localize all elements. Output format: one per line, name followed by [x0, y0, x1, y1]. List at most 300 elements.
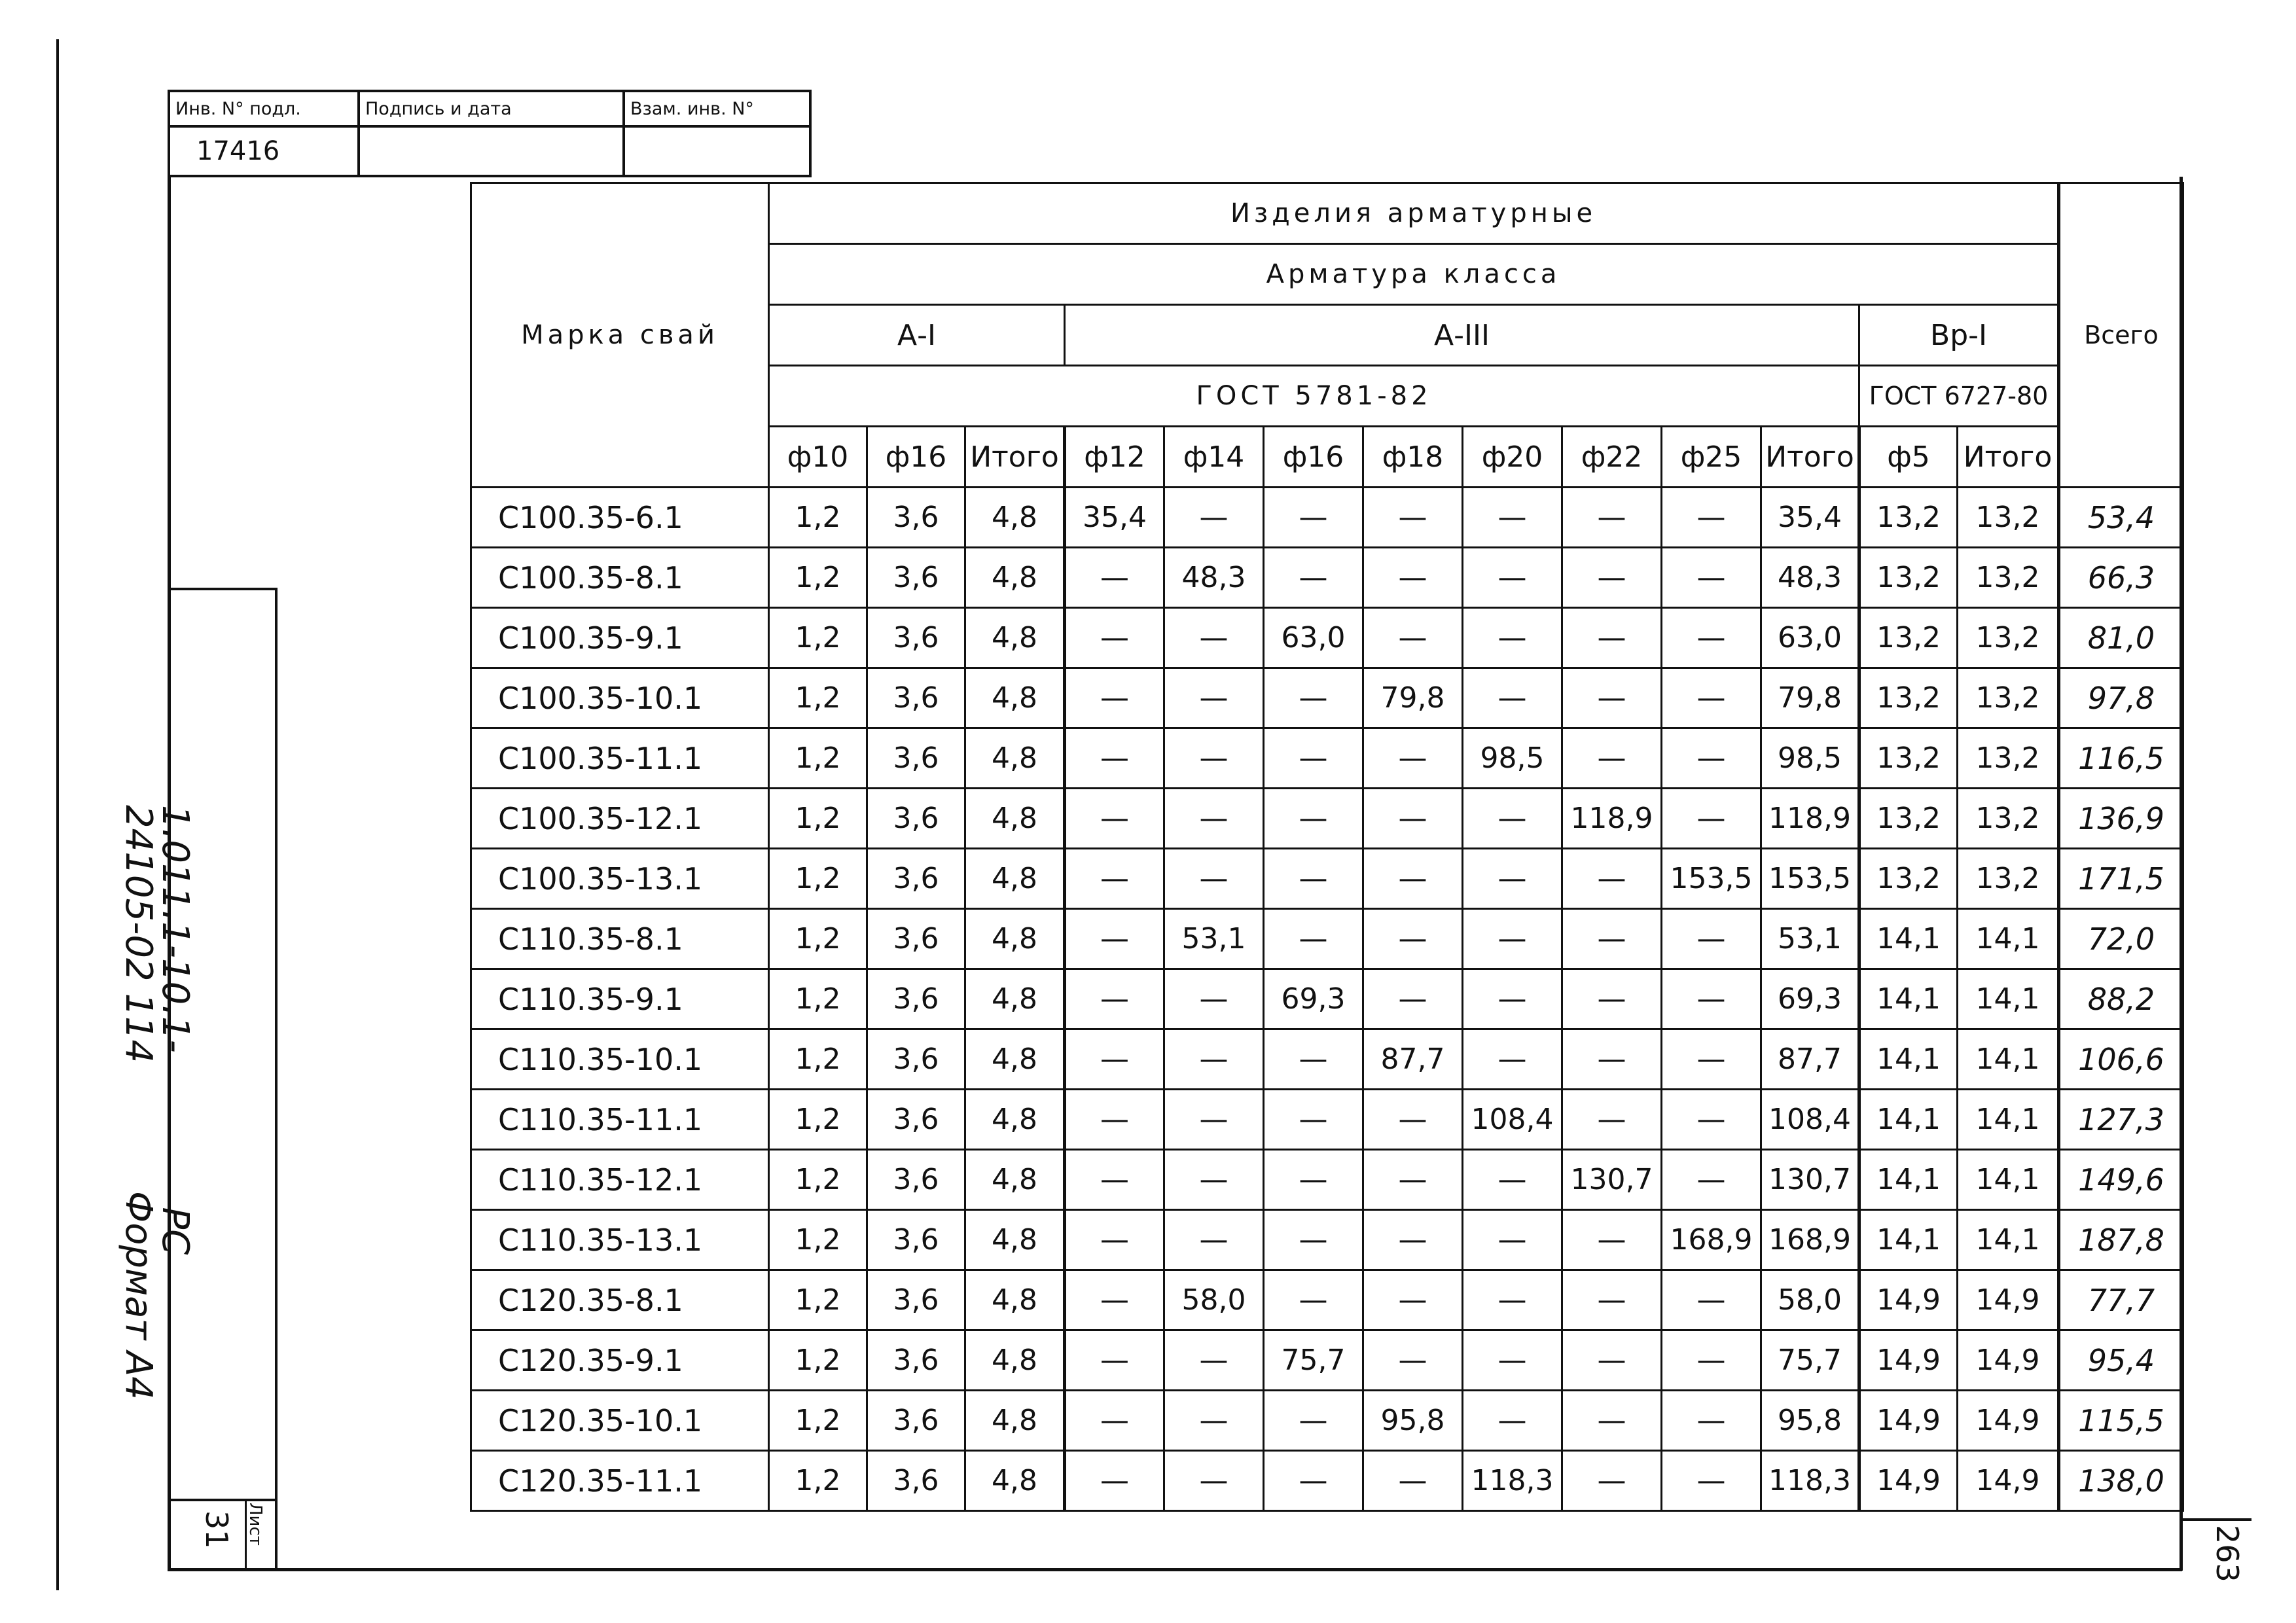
- table-row: [471, 789, 2183, 849]
- value-cell: —: [1363, 608, 1463, 668]
- value-cell: —: [1562, 1330, 1662, 1391]
- value-cell: —: [1662, 1330, 1761, 1391]
- value-cell: 95,8: [1761, 1391, 1859, 1451]
- value-cell: 48,3: [1164, 548, 1264, 608]
- value-cell: —: [1065, 1270, 1164, 1330]
- value-cell: 3,6: [867, 668, 965, 728]
- pile-mark-cell: С100.35-8.1: [471, 548, 769, 608]
- value-cell: 4,8: [965, 1029, 1065, 1090]
- side-sheet-number: 31: [199, 1510, 234, 1549]
- value-cell: 108,4: [1463, 1090, 1562, 1150]
- value-cell: 48,3: [1761, 548, 1859, 608]
- value-cell: 3,6: [867, 789, 965, 849]
- value-cell: 168,9: [1662, 1210, 1761, 1270]
- page-number-rule: [2179, 1518, 2251, 1521]
- value-cell: —: [1264, 1391, 1363, 1451]
- value-cell: 14,1: [1859, 1210, 1958, 1270]
- total-cell: 95,4: [2059, 1330, 2183, 1391]
- value-cell: —: [1164, 789, 1264, 849]
- value-cell: —: [1065, 608, 1164, 668]
- value-cell: 1,2: [769, 969, 867, 1029]
- value-cell: —: [1662, 1090, 1761, 1150]
- pile-mark-cell: С100.35-11.1: [471, 728, 769, 789]
- reinforcement-table: [470, 182, 2184, 1512]
- value-cell: 4,8: [965, 668, 1065, 728]
- value-cell: —: [1463, 488, 1562, 548]
- value-cell: —: [1264, 1210, 1363, 1270]
- value-cell: —: [1065, 1451, 1164, 1511]
- pile-mark-cell: С110.35-13.1: [471, 1210, 769, 1270]
- value-cell: —: [1363, 1210, 1463, 1270]
- value-cell: 13,2: [1859, 548, 1958, 608]
- pile-mark-cell: С100.35-6.1: [471, 488, 769, 548]
- value-cell: 4,8: [965, 1150, 1065, 1210]
- value-cell: 3,6: [867, 728, 965, 789]
- value-cell: 3,6: [867, 1150, 965, 1210]
- value-cell: —: [1463, 1391, 1562, 1451]
- value-cell: 3,6: [867, 1391, 965, 1451]
- value-cell: 3,6: [867, 608, 965, 668]
- value-cell: —: [1463, 1330, 1562, 1391]
- value-cell: 13,2: [1859, 488, 1958, 548]
- value-cell: 14,9: [1958, 1270, 2059, 1330]
- gost-5781-header: ГОСТ 5781-82: [769, 366, 1859, 427]
- value-cell: 14,9: [1958, 1330, 2059, 1391]
- value-cell: —: [1363, 1150, 1463, 1210]
- diameter-header: ф20: [1463, 427, 1562, 488]
- value-cell: —: [1164, 728, 1264, 789]
- value-cell: —: [1363, 849, 1463, 909]
- value-cell: —: [1164, 668, 1264, 728]
- total-cell: 138,0: [2059, 1451, 2183, 1511]
- value-cell: 118,3: [1761, 1451, 1859, 1511]
- value-cell: 4,8: [965, 488, 1065, 548]
- table-row: [471, 608, 2183, 668]
- pile-mark-cell: С100.35-9.1: [471, 608, 769, 668]
- pile-mark-cell: С100.35-10.1: [471, 668, 769, 728]
- value-cell: 1,2: [769, 488, 867, 548]
- value-cell: 3,6: [867, 969, 965, 1029]
- diameter-header: ф5: [1859, 427, 1958, 488]
- pile-mark-cell: С110.35-11.1: [471, 1090, 769, 1150]
- value-cell: 14,1: [1859, 1090, 1958, 1150]
- value-cell: —: [1463, 969, 1562, 1029]
- value-cell: 35,4: [1761, 488, 1859, 548]
- value-cell: —: [1065, 1210, 1164, 1270]
- value-cell: —: [1363, 488, 1463, 548]
- value-cell: —: [1463, 548, 1562, 608]
- value-cell: 87,7: [1363, 1029, 1463, 1090]
- value-cell: —: [1662, 1391, 1761, 1451]
- value-cell: —: [1662, 728, 1761, 789]
- value-cell: 4,8: [965, 728, 1065, 789]
- value-cell: —: [1463, 849, 1562, 909]
- value-cell: 79,8: [1363, 668, 1463, 728]
- value-cell: 1,2: [769, 1451, 867, 1511]
- pile-mark-cell: С100.35-12.1: [471, 789, 769, 849]
- diameter-header: ф22: [1562, 427, 1662, 488]
- side-doc-code-text: 1.011.1-10.1-: [154, 805, 196, 1053]
- value-cell: 130,7: [1761, 1150, 1859, 1210]
- stamp-inv-value: 17416: [169, 126, 359, 176]
- value-cell: —: [1264, 1270, 1363, 1330]
- value-cell: —: [1562, 668, 1662, 728]
- value-cell: 4,8: [965, 849, 1065, 909]
- value-cell: —: [1065, 1391, 1164, 1451]
- total-cell: 88,2: [2059, 969, 2183, 1029]
- value-cell: —: [1662, 548, 1761, 608]
- stamp-signature-value: [359, 126, 624, 176]
- side-strip-top: [168, 588, 278, 590]
- value-cell: —: [1363, 969, 1463, 1029]
- value-cell: 14,1: [1859, 909, 1958, 969]
- value-cell: 13,2: [1859, 668, 1958, 728]
- value-cell: 69,3: [1264, 969, 1363, 1029]
- value-cell: 35,4: [1065, 488, 1164, 548]
- value-cell: 1,2: [769, 548, 867, 608]
- pile-mark-cell: С100.35-13.1: [471, 849, 769, 909]
- value-cell: 153,5: [1761, 849, 1859, 909]
- value-cell: 13,2: [1958, 488, 2059, 548]
- value-cell: 3,6: [867, 488, 965, 548]
- side-archive-number: 24105-02 114: [117, 805, 160, 1063]
- value-cell: —: [1065, 969, 1164, 1029]
- value-cell: —: [1463, 1029, 1562, 1090]
- value-cell: 4,8: [965, 1270, 1065, 1330]
- value-cell: 4,8: [965, 1391, 1065, 1451]
- total-cell: 66,3: [2059, 548, 2183, 608]
- value-cell: —: [1164, 1451, 1264, 1511]
- products-header: Изделия арматурные: [769, 183, 2059, 244]
- value-cell: 53,1: [1164, 909, 1264, 969]
- value-cell: —: [1463, 608, 1562, 668]
- total-cell: 149,6: [2059, 1150, 2183, 1210]
- pile-mark-cell: С110.35-8.1: [471, 909, 769, 969]
- value-cell: 14,1: [1859, 969, 1958, 1029]
- value-cell: 98,5: [1761, 728, 1859, 789]
- value-cell: 13,2: [1859, 608, 1958, 668]
- value-cell: —: [1164, 1090, 1264, 1150]
- table-row: [471, 849, 2183, 909]
- table-row: [471, 1391, 2183, 1451]
- left-margin-line: [56, 39, 59, 1590]
- value-cell: —: [1463, 1210, 1562, 1270]
- value-cell: —: [1662, 1270, 1761, 1330]
- value-cell: —: [1363, 1330, 1463, 1391]
- value-cell: —: [1662, 969, 1761, 1029]
- value-cell: —: [1562, 969, 1662, 1029]
- value-cell: —: [1264, 1150, 1363, 1210]
- value-cell: —: [1164, 849, 1264, 909]
- total-header: Всего: [2059, 183, 2183, 488]
- diameter-header: ф10: [769, 427, 867, 488]
- diameter-header: ф14: [1164, 427, 1264, 488]
- value-cell: —: [1264, 849, 1363, 909]
- table-body: [471, 488, 2183, 1511]
- value-cell: 98,5: [1463, 728, 1562, 789]
- value-cell: —: [1264, 548, 1363, 608]
- table-row: [471, 969, 2183, 1029]
- stamp-replace-value: [624, 126, 810, 176]
- value-cell: 14,9: [1859, 1391, 1958, 1451]
- pile-mark-cell: С120.35-8.1: [471, 1270, 769, 1330]
- value-cell: —: [1463, 668, 1562, 728]
- value-cell: 3,6: [867, 1090, 965, 1150]
- value-cell: 1,2: [769, 1029, 867, 1090]
- diameter-header: Итого: [1958, 427, 2059, 488]
- value-cell: —: [1065, 909, 1164, 969]
- value-cell: 1,2: [769, 668, 867, 728]
- value-cell: 3,6: [867, 849, 965, 909]
- value-cell: 95,8: [1363, 1391, 1463, 1451]
- value-cell: —: [1363, 1090, 1463, 1150]
- value-cell: 14,9: [1859, 1270, 1958, 1330]
- value-cell: —: [1264, 1090, 1363, 1150]
- value-cell: —: [1662, 909, 1761, 969]
- stamp-replace-header: Взам. инв. N°: [624, 91, 810, 126]
- value-cell: —: [1562, 548, 1662, 608]
- value-cell: 1,2: [769, 909, 867, 969]
- value-cell: 75,7: [1761, 1330, 1859, 1391]
- value-cell: 4,8: [965, 1330, 1065, 1391]
- table-row: [471, 909, 2183, 969]
- diameter-header: Итого: [1761, 427, 1859, 488]
- value-cell: —: [1562, 488, 1662, 548]
- value-cell: 3,6: [867, 548, 965, 608]
- value-cell: 1,2: [769, 1150, 867, 1210]
- value-cell: 168,9: [1761, 1210, 1859, 1270]
- value-cell: 69,3: [1761, 969, 1859, 1029]
- value-cell: 13,2: [1859, 849, 1958, 909]
- value-cell: —: [1065, 849, 1164, 909]
- value-cell: 14,1: [1859, 1150, 1958, 1210]
- value-cell: —: [1363, 548, 1463, 608]
- value-cell: 14,1: [1958, 1029, 2059, 1090]
- value-cell: —: [1065, 668, 1164, 728]
- value-cell: —: [1264, 909, 1363, 969]
- value-cell: 118,3: [1463, 1451, 1562, 1511]
- value-cell: —: [1065, 1150, 1164, 1210]
- value-cell: —: [1164, 1330, 1264, 1391]
- class-a3-header: А-III: [1065, 305, 1859, 366]
- value-cell: —: [1164, 1029, 1264, 1090]
- table-row: [471, 488, 2183, 548]
- value-cell: 13,2: [1859, 789, 1958, 849]
- value-cell: 3,6: [867, 909, 965, 969]
- pile-mark-cell: С110.35-9.1: [471, 969, 769, 1029]
- value-cell: —: [1164, 1391, 1264, 1451]
- approval-stamp: [168, 90, 812, 177]
- side-strip-sheet-top: [168, 1499, 278, 1501]
- value-cell: 1,2: [769, 1090, 867, 1150]
- value-cell: 14,1: [1859, 1029, 1958, 1090]
- side-strip-right: [275, 588, 278, 1569]
- value-cell: 3,6: [867, 1270, 965, 1330]
- diameter-header: ф25: [1662, 427, 1761, 488]
- value-cell: 3,6: [867, 1451, 965, 1511]
- value-cell: 4,8: [965, 969, 1065, 1029]
- value-cell: —: [1264, 1451, 1363, 1511]
- value-cell: —: [1662, 1150, 1761, 1210]
- pile-mark-header: Марка свай: [471, 183, 769, 488]
- value-cell: —: [1065, 548, 1164, 608]
- value-cell: 1,2: [769, 608, 867, 668]
- value-cell: —: [1264, 488, 1363, 548]
- diameter-header: ф12: [1065, 427, 1164, 488]
- value-cell: —: [1264, 728, 1363, 789]
- value-cell: 4,8: [965, 1210, 1065, 1270]
- value-cell: 79,8: [1761, 668, 1859, 728]
- value-cell: —: [1463, 789, 1562, 849]
- value-cell: —: [1164, 488, 1264, 548]
- value-cell: —: [1562, 909, 1662, 969]
- value-cell: 4,8: [965, 1090, 1065, 1150]
- page-number: 263: [2210, 1525, 2245, 1582]
- value-cell: —: [1065, 728, 1164, 789]
- pile-mark-cell: С110.35-12.1: [471, 1150, 769, 1210]
- class-a1-header: А-I: [769, 305, 1065, 366]
- diameter-header: ф16: [1264, 427, 1363, 488]
- value-cell: —: [1264, 1029, 1363, 1090]
- stamp-inv-header: Инв. N° подл.: [169, 91, 359, 126]
- value-cell: 13,2: [1958, 789, 2059, 849]
- side-format: Формат А4: [117, 1191, 160, 1400]
- value-cell: —: [1363, 728, 1463, 789]
- value-cell: 63,0: [1264, 608, 1363, 668]
- value-cell: 63,0: [1761, 608, 1859, 668]
- value-cell: 153,5: [1662, 849, 1761, 909]
- stamp-signature-header: Подпись и дата: [359, 91, 624, 126]
- value-cell: —: [1662, 488, 1761, 548]
- value-cell: 108,4: [1761, 1090, 1859, 1150]
- value-cell: —: [1065, 789, 1164, 849]
- pile-mark-cell: С120.35-10.1: [471, 1391, 769, 1451]
- total-cell: 187,8: [2059, 1210, 2183, 1270]
- value-cell: —: [1065, 1330, 1164, 1391]
- value-cell: —: [1164, 1150, 1264, 1210]
- value-cell: 118,9: [1562, 789, 1662, 849]
- value-cell: —: [1164, 969, 1264, 1029]
- value-cell: 1,2: [769, 1210, 867, 1270]
- value-cell: —: [1562, 1029, 1662, 1090]
- pile-mark-cell: С110.35-10.1: [471, 1029, 769, 1090]
- value-cell: 14,9: [1859, 1451, 1958, 1511]
- value-cell: —: [1562, 849, 1662, 909]
- pile-mark-cell: С120.35-9.1: [471, 1330, 769, 1391]
- value-cell: 4,8: [965, 548, 1065, 608]
- value-cell: —: [1562, 1210, 1662, 1270]
- value-cell: 13,2: [1958, 668, 2059, 728]
- gost-6727-header: ГОСТ 6727-80: [1859, 366, 2059, 427]
- value-cell: —: [1065, 1090, 1164, 1150]
- value-cell: —: [1662, 1029, 1761, 1090]
- table-row: [471, 1150, 2183, 1210]
- value-cell: —: [1363, 1270, 1463, 1330]
- value-cell: —: [1164, 608, 1264, 668]
- total-cell: 53,4: [2059, 488, 2183, 548]
- value-cell: —: [1463, 909, 1562, 969]
- value-cell: —: [1662, 608, 1761, 668]
- value-cell: 4,8: [965, 1451, 1065, 1511]
- value-cell: —: [1164, 1210, 1264, 1270]
- value-cell: —: [1562, 1451, 1662, 1511]
- value-cell: 53,1: [1761, 909, 1859, 969]
- total-cell: 127,3: [2059, 1090, 2183, 1150]
- value-cell: 1,2: [769, 849, 867, 909]
- table-row: [471, 548, 2183, 608]
- diameter-header: Итого: [965, 427, 1065, 488]
- diameter-header: ф16: [867, 427, 965, 488]
- total-cell: 116,5: [2059, 728, 2183, 789]
- value-cell: 3,6: [867, 1330, 965, 1391]
- value-cell: 3,6: [867, 1029, 965, 1090]
- value-cell: 58,0: [1164, 1270, 1264, 1330]
- value-cell: —: [1562, 728, 1662, 789]
- total-cell: 97,8: [2059, 668, 2183, 728]
- value-cell: 58,0: [1761, 1270, 1859, 1330]
- value-cell: —: [1363, 789, 1463, 849]
- diameter-header: ф18: [1363, 427, 1463, 488]
- pile-mark-cell: С120.35-11.1: [471, 1451, 769, 1511]
- side-sheet-label: Лист: [245, 1503, 265, 1546]
- total-cell: 171,5: [2059, 849, 2183, 909]
- table-row: [471, 1270, 2183, 1330]
- side-doc-code-sub: РС: [154, 1207, 196, 1255]
- value-cell: —: [1363, 1451, 1463, 1511]
- value-cell: 14,9: [1958, 1391, 2059, 1451]
- value-cell: 13,2: [1958, 608, 2059, 668]
- value-cell: 75,7: [1264, 1330, 1363, 1391]
- value-cell: —: [1363, 909, 1463, 969]
- value-cell: 14,1: [1958, 1210, 2059, 1270]
- value-cell: 13,2: [1859, 728, 1958, 789]
- value-cell: 3,6: [867, 1210, 965, 1270]
- rebar-class-header: Арматура класса: [769, 244, 2059, 305]
- value-cell: 13,2: [1958, 728, 2059, 789]
- value-cell: 14,9: [1859, 1330, 1958, 1391]
- value-cell: 14,9: [1958, 1451, 2059, 1511]
- value-cell: —: [1463, 1150, 1562, 1210]
- total-cell: 136,9: [2059, 789, 2183, 849]
- value-cell: 1,2: [769, 728, 867, 789]
- value-cell: 4,8: [965, 608, 1065, 668]
- table-row: [471, 728, 2183, 789]
- value-cell: 1,2: [769, 1391, 867, 1451]
- value-cell: 1,2: [769, 789, 867, 849]
- value-cell: —: [1065, 1029, 1164, 1090]
- table-row: [471, 1330, 2183, 1391]
- value-cell: 14,1: [1958, 969, 2059, 1029]
- value-cell: —: [1463, 1270, 1562, 1330]
- value-cell: 130,7: [1562, 1150, 1662, 1210]
- value-cell: 4,8: [965, 909, 1065, 969]
- value-cell: —: [1662, 789, 1761, 849]
- value-cell: 13,2: [1958, 548, 2059, 608]
- total-cell: 81,0: [2059, 608, 2183, 668]
- total-cell: 115,5: [2059, 1391, 2183, 1451]
- value-cell: —: [1562, 1090, 1662, 1150]
- table-row: [471, 668, 2183, 728]
- value-cell: 87,7: [1761, 1029, 1859, 1090]
- value-cell: —: [1264, 668, 1363, 728]
- value-cell: 118,9: [1761, 789, 1859, 849]
- value-cell: 14,1: [1958, 1150, 2059, 1210]
- total-cell: 77,7: [2059, 1270, 2183, 1330]
- table-row: [471, 1090, 2183, 1150]
- total-cell: 72,0: [2059, 909, 2183, 969]
- value-cell: —: [1264, 789, 1363, 849]
- value-cell: —: [1662, 1451, 1761, 1511]
